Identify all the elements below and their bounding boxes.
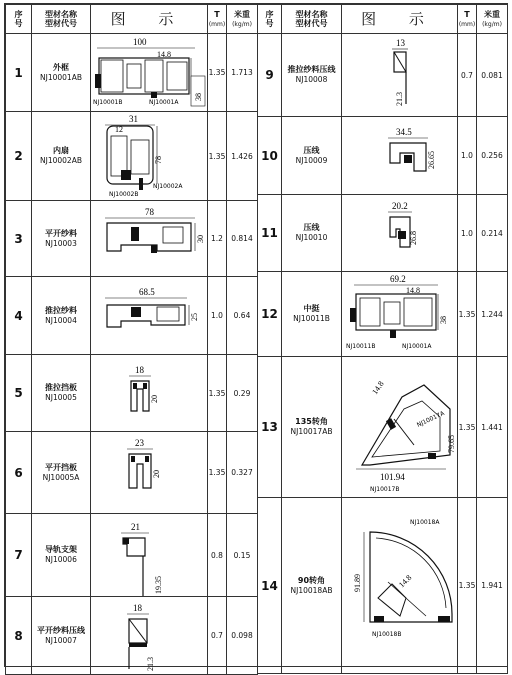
svg-text:26.65: 26.65	[427, 151, 436, 169]
t-header: T (mm)	[458, 5, 477, 34]
weight-value: 1.244	[477, 272, 508, 357]
row-number: 7	[6, 514, 32, 597]
weight-value: 0.098	[227, 597, 258, 675]
row-number: 9	[258, 34, 282, 117]
profile-name-cell: 平开纱料 NJ10003	[32, 201, 91, 277]
weight-value: 0.29	[227, 355, 258, 432]
svg-text:NJ10017A: NJ10017A	[415, 410, 446, 429]
svg-text:26.8: 26.8	[409, 231, 418, 245]
svg-text:21.3: 21.3	[146, 657, 155, 671]
profile-figure	[91, 277, 208, 355]
weight-header: 米重 (kg/m)	[477, 5, 508, 34]
row-number: 1	[6, 34, 32, 112]
weight-value: 1.441	[477, 357, 508, 498]
profile-figure	[91, 597, 208, 675]
table-row	[6, 201, 258, 277]
svg-text:20.2: 20.2	[392, 201, 408, 211]
svg-text:18: 18	[135, 365, 144, 375]
svg-text:31: 31	[129, 114, 138, 124]
svg-text:69.2: 69.2	[390, 274, 406, 284]
svg-text:20: 20	[150, 395, 159, 403]
profile-figure	[91, 201, 208, 277]
svg-text:18: 18	[133, 603, 142, 613]
weight-value: 0.081	[477, 34, 508, 117]
weight-value: 0.814	[227, 201, 258, 277]
table-row	[6, 355, 258, 432]
svg-text:23: 23	[135, 438, 144, 448]
thickness-value: 1.35	[208, 112, 227, 201]
thickness-value: 0.7	[458, 34, 477, 117]
row-number: 5	[6, 355, 32, 432]
thickness-value: 1.0	[458, 117, 477, 195]
weight-value: 1.941	[477, 498, 508, 674]
profile-figure	[342, 117, 458, 195]
row-number: 10	[258, 117, 282, 195]
profile-figure	[91, 432, 208, 514]
table-row	[258, 34, 508, 117]
profile-name-cell: 压线 NJ10010	[282, 195, 342, 272]
svg-text:12: 12	[115, 125, 123, 134]
table-row	[6, 514, 258, 597]
row-number: 4	[6, 277, 32, 355]
thickness-value: 1.35	[208, 432, 227, 514]
svg-text:NJ10002A: NJ10002A	[153, 183, 183, 190]
svg-text:38: 38	[439, 316, 448, 324]
svg-text:91.89: 91.89	[353, 574, 362, 592]
svg-text:78: 78	[145, 207, 154, 217]
row-number: 3	[6, 201, 32, 277]
svg-text:38: 38	[194, 93, 203, 101]
weight-value: 0.64	[227, 277, 258, 355]
table-row	[6, 597, 258, 675]
table-row	[258, 357, 508, 498]
svg-text:NJ10018B: NJ10018B	[372, 631, 402, 638]
thickness-value: 1.0	[458, 195, 477, 272]
table-row	[258, 195, 508, 272]
svg-text:68.5: 68.5	[139, 287, 155, 297]
profile-name-cell: 推拉纱料压线 NJ10008	[282, 34, 342, 117]
profile-name-cell: 135转角 NJ10017AB	[282, 357, 342, 498]
svg-text:NJ10018A: NJ10018A	[410, 519, 440, 526]
profile-name-cell: 推拉纱料 NJ10004	[32, 277, 91, 355]
table-row	[6, 34, 258, 112]
weight-value: 0.214	[477, 195, 508, 272]
right-table	[257, 4, 508, 674]
t-header: T (mm)	[208, 5, 227, 34]
svg-text:14.8: 14.8	[157, 50, 171, 59]
svg-text:14.8: 14.8	[406, 286, 420, 295]
weight-value: 0.327	[227, 432, 258, 514]
svg-text:30: 30	[196, 235, 205, 243]
thickness-value: 0.7	[208, 597, 227, 675]
thickness-value: 1.2	[208, 201, 227, 277]
svg-text:NJ10001A: NJ10001A	[402, 343, 432, 350]
svg-text:101.94: 101.94	[380, 472, 405, 482]
svg-text:14.8: 14.8	[370, 379, 386, 397]
profile-name-cell: 导轨支架 NJ10006	[32, 514, 91, 597]
row-number: 12	[258, 272, 282, 357]
row-number: 13	[258, 357, 282, 498]
svg-text:79.65: 79.65	[447, 435, 456, 453]
figure-header: 图 示	[91, 5, 208, 34]
profile-figure	[91, 514, 208, 597]
thickness-value: 1.35	[458, 498, 477, 674]
svg-text:19.35: 19.35	[154, 576, 163, 594]
profile-name-cell: 平开挡板 NJ10005A	[32, 432, 91, 514]
thickness-value: 1.35	[458, 272, 477, 357]
table-row	[6, 432, 258, 514]
table-row	[258, 117, 508, 195]
profile-name-cell: 平开纱料压线 NJ10007	[32, 597, 91, 675]
seq-header: 序 号	[258, 5, 282, 34]
svg-text:25: 25	[190, 313, 199, 321]
figure-header: 图 示	[342, 5, 458, 34]
header-row	[258, 5, 508, 34]
thickness-value: 0.8	[208, 514, 227, 597]
profile-name-cell: 90转角 NJ10018AB	[282, 498, 342, 674]
weight-value: 0.15	[227, 514, 258, 597]
profile-figure	[342, 34, 458, 117]
svg-text:NJ10002B: NJ10002B	[109, 191, 139, 198]
profile-figure	[342, 498, 458, 674]
svg-text:78: 78	[154, 156, 163, 164]
thickness-value: 1.35	[208, 355, 227, 432]
row-number: 14	[258, 498, 282, 674]
svg-text:100: 100	[133, 37, 147, 47]
weight-value: 1.426	[227, 112, 258, 201]
profile-figure	[342, 195, 458, 272]
profile-name-cell: 外框 NJ10001AB	[32, 34, 91, 112]
row-number: 2	[6, 112, 32, 201]
profile-figure	[91, 34, 208, 112]
svg-text:14.8: 14.8	[397, 573, 414, 590]
profile-name-cell: 内扇 NJ10002AB	[32, 112, 91, 201]
svg-text:21: 21	[131, 522, 140, 532]
svg-text:34.5: 34.5	[396, 127, 412, 137]
svg-text:13: 13	[396, 38, 405, 48]
weight-header: 米重 (kg/m)	[227, 5, 258, 34]
thickness-value: 1.0	[208, 277, 227, 355]
profile-figure	[91, 112, 208, 201]
profile-spec-sheet	[4, 3, 508, 671]
profile-figure	[342, 272, 458, 357]
table-row	[6, 112, 258, 201]
table-row	[258, 272, 508, 357]
profile-name-cell: 中挺 NJ10011B	[282, 272, 342, 357]
profile-name-cell: 推拉挡板 NJ10005	[32, 355, 91, 432]
header-row	[6, 5, 258, 34]
svg-text:NJ10001A: NJ10001A	[149, 99, 179, 106]
table-row	[6, 277, 258, 355]
thickness-value: 1.35	[208, 34, 227, 112]
profile-name-cell: 压线 NJ10009	[282, 117, 342, 195]
svg-text:NJ10001B: NJ10001B	[93, 99, 123, 106]
name-header: 型材名称 型材代号	[32, 5, 91, 34]
svg-text:20: 20	[152, 470, 161, 478]
seq-header: 序 号	[6, 5, 32, 34]
weight-value: 1.713	[227, 34, 258, 112]
row-number: 6	[6, 432, 32, 514]
weight-value: 0.256	[477, 117, 508, 195]
left-table	[5, 4, 258, 675]
name-header: 型材名称 型材代号	[282, 5, 342, 34]
profile-figure	[342, 357, 458, 498]
row-number: 8	[6, 597, 32, 675]
row-number: 11	[258, 195, 282, 272]
svg-text:NJ10011B: NJ10011B	[346, 343, 376, 350]
profile-figure	[91, 355, 208, 432]
table-row	[258, 498, 508, 674]
svg-text:21.3: 21.3	[395, 92, 404, 106]
thickness-value: 1.35	[458, 357, 477, 498]
svg-text:NJ10017B: NJ10017B	[370, 486, 400, 493]
